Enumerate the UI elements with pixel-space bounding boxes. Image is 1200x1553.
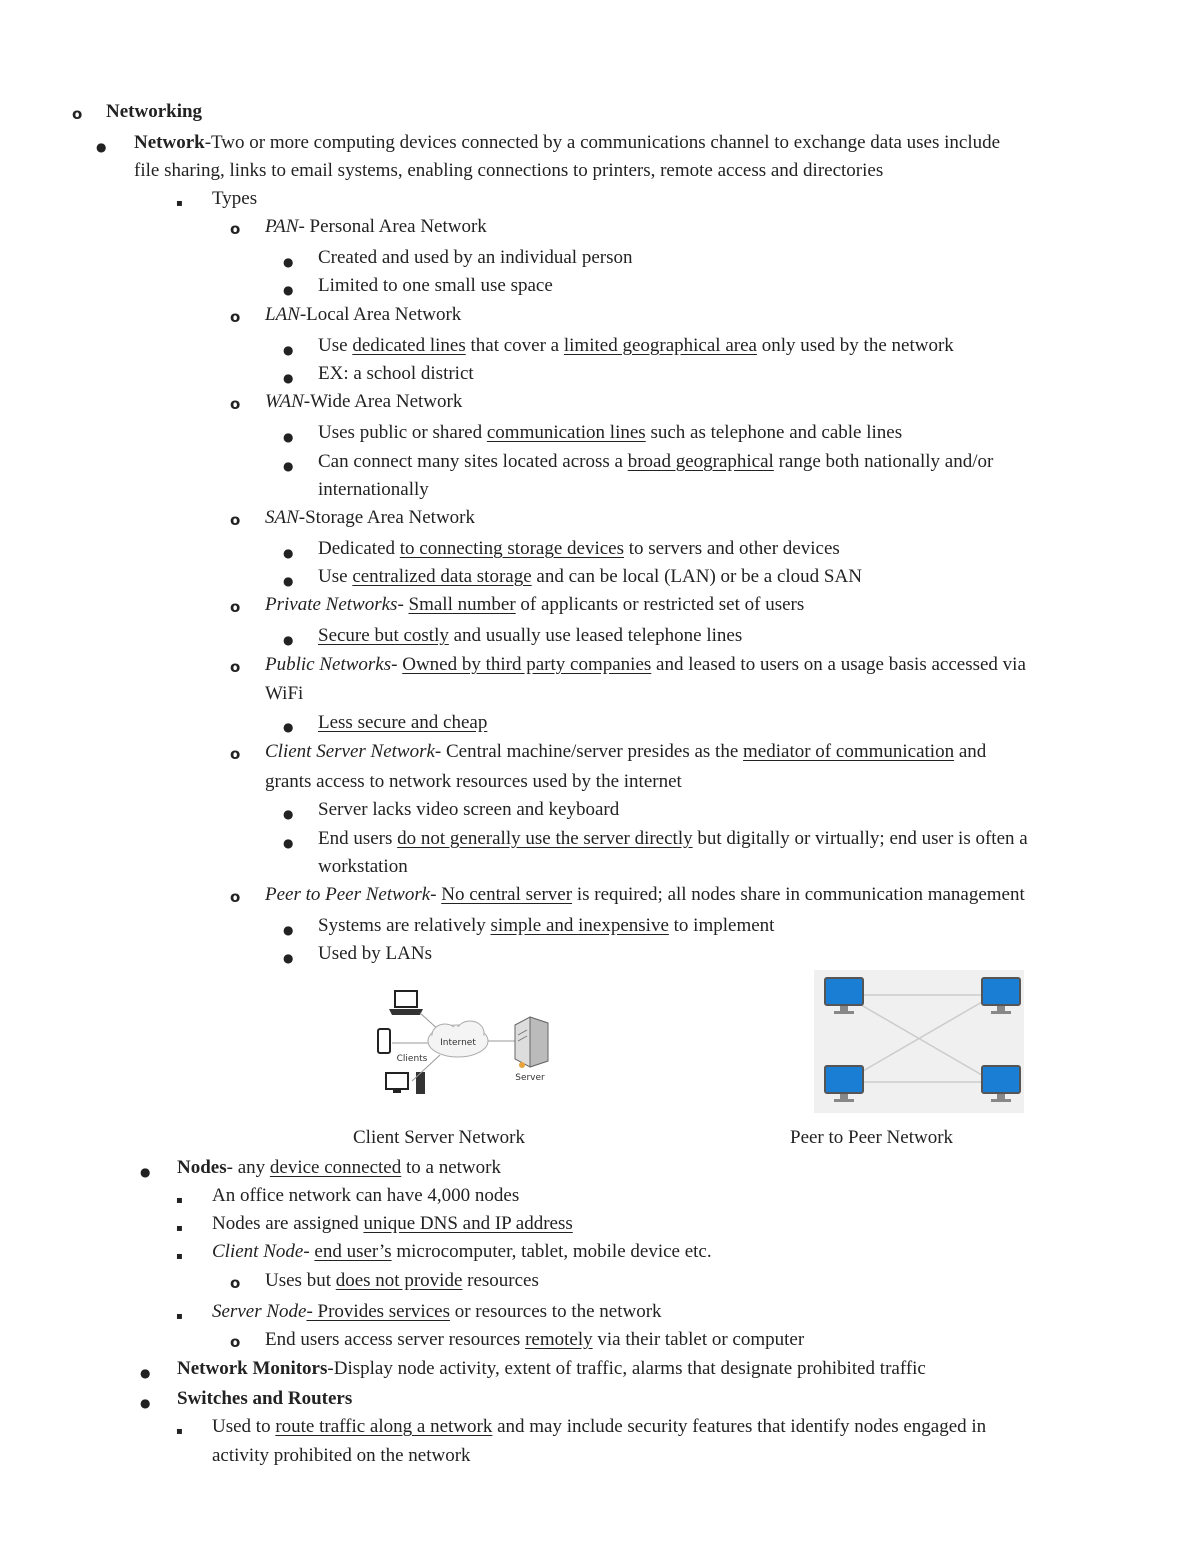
text-segment: and usually use leased telephone lines (448, 625, 743, 646)
italic-term: Server Node (212, 1301, 307, 1322)
svg-text:Server: Server (515, 1073, 545, 1083)
bold-term: Networking (106, 101, 203, 122)
peer-to-peer-diagram (814, 970, 1024, 1113)
line-text (318, 335, 954, 357)
client-server-caption: Client Server Network (353, 1127, 526, 1148)
line-text (265, 1329, 804, 1351)
underlined-text: Small number (408, 594, 516, 615)
bullet-marker: ● (283, 459, 294, 473)
underlined-text: Secure but costly (318, 625, 449, 646)
text-segment: - any (226, 1157, 270, 1178)
text-segment: -Local Area Network (299, 304, 462, 325)
italic-term: LAN (265, 304, 300, 325)
text-segment: Dedicated (318, 538, 400, 559)
text-segment: Types (212, 188, 258, 209)
text-segment: - Central machine/server presides as the (434, 741, 744, 762)
bullet-marker: ● (283, 633, 294, 647)
line-text (318, 479, 429, 501)
line-text (265, 304, 461, 326)
text-segment: -Two or more computing devices connected by a communications channel to exchange data uses include (204, 132, 1001, 153)
bullet-marker: ▪ (176, 198, 183, 209)
peer-to-peer-caption: Peer to Peer Network (790, 1127, 954, 1148)
italic-term: SAN (265, 507, 299, 528)
line-text (212, 1213, 573, 1235)
computer-icon-1 (825, 978, 863, 1014)
line-text (265, 771, 682, 793)
underlined-text: route traffic along a network (275, 1416, 493, 1437)
bold-term: Network Monitors (177, 1358, 328, 1379)
underlined-text: do not generally use the server directly (397, 828, 693, 849)
client-server-diagram (370, 985, 560, 1100)
server-icon (515, 1017, 548, 1083)
text-segment: - (303, 1241, 315, 1262)
text-segment: workstation (318, 856, 408, 877)
italic-term: Peer to Peer Network (265, 884, 431, 905)
text-segment: Can connect many sites located across a (318, 451, 628, 472)
text-segment: Systems are relatively (318, 915, 491, 936)
bullet-marker: o (230, 598, 241, 616)
bullet-marker: ▪ (176, 1195, 183, 1206)
phone-icon (378, 1029, 390, 1053)
line-text (212, 1445, 471, 1467)
bold-term: Switches and Routers (177, 1388, 353, 1409)
underlined-text: mediator of communication (743, 741, 955, 762)
bullet-marker: o (230, 658, 241, 676)
text-segment: Server lacks video screen and keyboard (318, 799, 620, 820)
underlined-text: Owned by third party companies (402, 654, 652, 675)
svg-text:Internet: Internet (440, 1038, 476, 1048)
text-segment: such as telephone and cable lines (645, 422, 903, 443)
text-segment: -Display node activity, extent of traffic, alarms that designate prohibited traffic (327, 1358, 926, 1379)
bullet-marker: o (230, 511, 241, 529)
text-segment: activity prohibited on the network (212, 1445, 471, 1466)
underlined-text: does not provide (335, 1270, 463, 1291)
bullet-marker: o (72, 105, 83, 123)
text-segment: range both nationally and/or (773, 451, 994, 472)
bullet-marker: ▪ (176, 1311, 183, 1322)
desktop-icon (386, 1072, 425, 1094)
bold-term: Nodes (177, 1157, 227, 1178)
line-text (318, 247, 632, 269)
bullet-marker: ● (283, 923, 294, 937)
bullet-marker: ▪ (176, 1251, 183, 1262)
bold-term: Network (134, 132, 205, 153)
text-segment: Uses but (265, 1270, 336, 1291)
text-segment: - Personal Area Network (298, 216, 487, 237)
text-segment: only used by the network (756, 335, 954, 356)
bullet-marker: ● (140, 1396, 151, 1410)
text-segment: Nodes are assigned (212, 1213, 364, 1234)
text-segment: to implement (668, 915, 775, 936)
bullet-marker: ● (140, 1165, 151, 1179)
bullet-marker: o (230, 745, 241, 763)
underlined-text: dedicated lines (352, 335, 466, 356)
line-text (177, 1358, 926, 1380)
line-text (265, 391, 462, 413)
laptop-icon (389, 991, 423, 1015)
bullet-marker: ● (283, 807, 294, 821)
underlined-text: limited geographical area (563, 335, 757, 356)
italic-term: Client Server Network (265, 741, 435, 762)
underlined-text: Less secure and cheap (318, 712, 488, 733)
text-segment: End users access server resources (265, 1329, 526, 1350)
text-segment: Use (318, 335, 353, 356)
underlined-text: unique DNS and IP address (363, 1213, 573, 1234)
bullet-marker: ● (283, 371, 294, 385)
underlined-text: to connecting storage devices (399, 538, 624, 559)
line-text (212, 1301, 662, 1323)
line-text (212, 188, 257, 210)
bullet-marker: ▪ (176, 1223, 183, 1234)
text-segment: and may include security features that identify nodes engaged in (492, 1416, 987, 1437)
text-segment: -Wide Area Network (303, 391, 463, 412)
line-text (318, 799, 619, 821)
svg-text:Clients: Clients (396, 1054, 428, 1064)
line-text (265, 741, 986, 763)
italic-term: Public Networks (265, 654, 392, 675)
line-text (212, 1241, 712, 1263)
bullet-marker: o (230, 1274, 241, 1292)
bullet-marker: ● (283, 546, 294, 560)
line-text (134, 132, 1000, 154)
line-text (177, 1157, 501, 1179)
text-segment: - (391, 654, 403, 675)
underlined-text: centralized data storage (352, 566, 532, 587)
text-segment: -Storage Area Network (298, 507, 475, 528)
text-segment: EX: a school district (318, 363, 474, 384)
line-text (318, 856, 408, 878)
line-text (318, 422, 902, 444)
bullet-marker: ● (283, 343, 294, 357)
bullet-marker: ● (283, 255, 294, 269)
line-text (212, 1185, 519, 1207)
text-segment: End users (318, 828, 398, 849)
text-segment: grants access to network resources used by the internet (265, 771, 682, 792)
line-text (265, 216, 487, 238)
text-segment: Limited to one small use space (318, 275, 553, 296)
line-text (318, 625, 742, 647)
line-text (212, 1416, 986, 1438)
bullet-marker: o (230, 888, 241, 906)
bullet-marker: ● (283, 283, 294, 297)
italic-term: Client Node (212, 1241, 304, 1262)
line-text (265, 1270, 539, 1292)
bullet-marker: o (230, 220, 241, 238)
underlined-text: - Provides services (306, 1301, 450, 1322)
line-text (134, 160, 883, 182)
bullet-marker: ▪ (176, 1426, 183, 1437)
text-segment: internationally (318, 479, 429, 500)
text-segment: Uses public or shared (318, 422, 487, 443)
computer-icon-2 (982, 978, 1020, 1014)
text-segment: Used by LANs (318, 943, 432, 964)
computer-icon-4 (982, 1066, 1020, 1102)
bullet-marker: ● (283, 951, 294, 965)
text-segment: and (954, 741, 987, 762)
text-segment: An office network can have 4,000 nodes (212, 1185, 520, 1206)
line-text (265, 507, 475, 529)
underlined-text: communication lines (486, 422, 646, 443)
text-segment: and can be local (LAN) or be a cloud SAN (531, 566, 862, 587)
text-segment: via their tablet or computer (592, 1329, 805, 1350)
text-segment: resources (462, 1270, 539, 1291)
underlined-text: remotely (525, 1329, 593, 1350)
text-segment: to a network (401, 1157, 501, 1178)
underlined-text: No central server (441, 884, 573, 905)
bullet-marker: ● (283, 574, 294, 588)
bullet-marker: o (230, 308, 241, 326)
text-segment: but digitally or virtually; end user is often a (692, 828, 1028, 849)
bullet-marker: ● (140, 1366, 151, 1380)
text-segment: Use (318, 566, 353, 587)
line-text (318, 363, 474, 385)
text-segment: and leased to users on a usage basis accessed via (651, 654, 1026, 675)
line-text (318, 538, 840, 560)
underlined-text: device connected (269, 1157, 402, 1178)
bullet-marker: ● (283, 430, 294, 444)
line-text (106, 101, 202, 123)
underlined-text: broad geographical (627, 451, 774, 472)
italic-term: PAN (265, 216, 299, 237)
line-text (265, 654, 1026, 676)
bullet-marker: ● (283, 836, 294, 850)
italic-term: WAN (265, 391, 304, 412)
computer-icon-3 (825, 1066, 863, 1102)
text-segment: of applicants or restricted set of users (515, 594, 805, 615)
italic-term: Private Networks (265, 594, 398, 615)
line-text (318, 915, 774, 937)
text-segment: file sharing, links to email systems, enabling connections to printers, remote access and directories (134, 160, 884, 181)
underlined-text: simple and inexpensive (490, 915, 669, 936)
line-text (318, 712, 487, 734)
text-segment: or resources to the network (449, 1301, 662, 1322)
text-segment: that cover a (465, 335, 564, 356)
text-segment: Used to (212, 1416, 276, 1437)
bullet-marker: o (230, 1333, 241, 1351)
text-segment: - (430, 884, 442, 905)
bullet-marker: ● (96, 140, 107, 154)
line-text (265, 683, 303, 705)
line-text (318, 275, 553, 297)
underlined-text: end user’s (314, 1241, 392, 1262)
line-text (265, 594, 804, 616)
bullet-marker: o (230, 395, 241, 413)
line-text (318, 566, 862, 588)
line-text (318, 943, 432, 965)
text-segment: Created and used by an individual person (318, 247, 633, 268)
text-segment: microcomputer, tablet, mobile device etc. (391, 1241, 712, 1262)
text-segment: WiFi (265, 683, 304, 704)
bullet-marker: ● (283, 720, 294, 734)
line-text (318, 828, 1028, 850)
text-segment: is required; all nodes share in communication management (572, 884, 1025, 905)
line-text (318, 451, 993, 473)
line-text (265, 884, 1025, 906)
line-text (177, 1388, 352, 1410)
text-segment: to servers and other devices (624, 538, 840, 559)
text-segment: - (397, 594, 409, 615)
